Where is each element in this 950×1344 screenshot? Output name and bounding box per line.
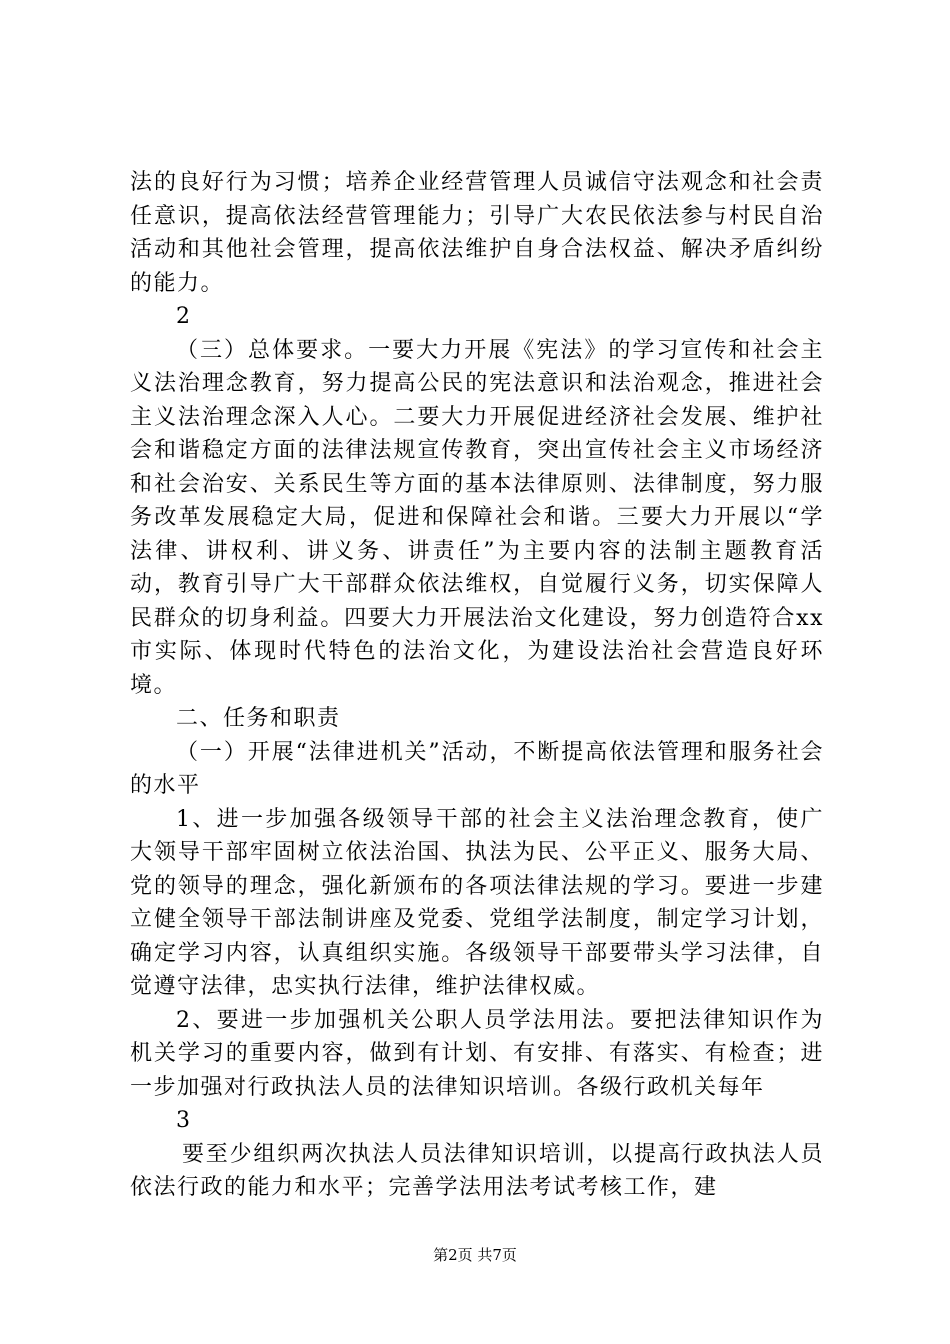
paragraph-continuation: 法的良好行为习惯；培养企业经营管理人员诚信守法观念和社会责任意识，提高依法经营管理能力；引导广大农民依法参与村民自治活动和其他社会管理，提高依法维护自身合法权益、解决矛盾纠纷的能力。 — [130, 170, 824, 296]
document-body — [130, 166, 824, 1205]
inline-page-number: 3 — [176, 1108, 192, 1133]
page-footer: 第2页 共7页 — [433, 1246, 517, 1264]
paragraph-item-1: 1、进一步加强各级领导干部的社会主义法治理念教育，使广大领导干部牢固树立依法治国、执法为民、公平正义、服务大局、党的领导的理念，强化新颁布的各项法律法规的学习。要进一步建立健全领导干部法制讲座及党委、党组学法制度，制定学习计划，确定学习内容，认真组织实施。各级领导干部要带头学习法律，自觉遵守法律，忠实执行法律，维护法律权威。 — [130, 806, 824, 999]
paragraph-general-requirements: （三）总体要求。一要大力开展《宪法》的学习宣传和社会主义法治理念教育，努力提高公民的宪法意识和法治观念，推进社会主义法治理念深入人心。二要大力开展促进经济社会发展、维护社会和谐稳定方面的法律法规宣传教育，突出宣传社会主义市场经济和社会治安、关系民生等方面的基本法律原则、法律制度，努力服务改革发展稳定大局，促进和保障社会和谐。三要大力开展以“学法律、讲权利、讲义务、讲责任”为主要内容的法制主题教育活动，教育引导广大干部群众依法维权，自觉履行义务，切实保障人民群众的切身利益。四要大力开展法治文化建设，努力创造符合xx市实际、体现时代特色的法治文化，为建设法治社会营造良好环境。 — [130, 337, 824, 698]
paragraph-item-2: 2、要进一步加强机关公职人员学法用法。要把法律知识作为机关学习的重要内容，做到有计划、有安排、有落实、有检查；进一步加强对行政执法人员的法律知识培训。各级行政机关每年 — [130, 1007, 824, 1100]
subsection-heading-law-into-organs: （一）开展“法律进机关”活动，不断提高依法管理和服务社会的水平 — [130, 739, 824, 798]
section-heading-tasks: 二、任务和职责 — [176, 706, 341, 731]
paragraph-continuation-2: 要至少组织两次执法人员法律知识培训，以提高行政执法人员依法行政的能力和水平；完善学法用法考试考核工作，建 — [130, 1141, 824, 1200]
inline-page-number: 2 — [176, 304, 192, 329]
